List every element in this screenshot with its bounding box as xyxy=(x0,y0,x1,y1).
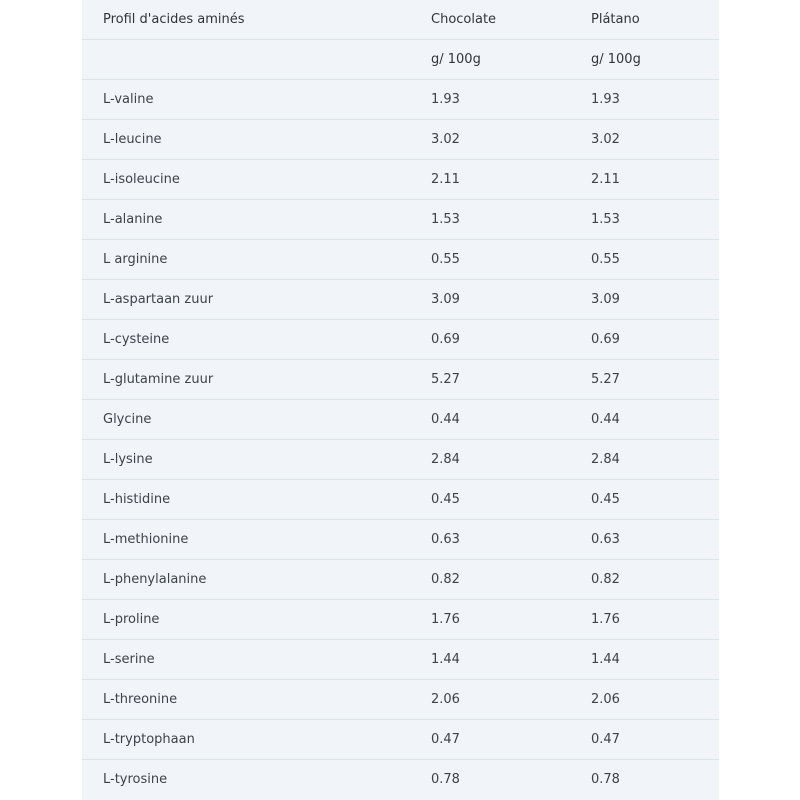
chocolate-value-cell: 5.27 xyxy=(431,360,591,400)
table-row xyxy=(82,720,719,760)
platano-value-cell: 3.02 xyxy=(591,120,719,160)
table-row xyxy=(82,760,719,800)
table-row xyxy=(82,440,719,480)
chocolate-value-cell: 2.84 xyxy=(431,440,591,480)
table-header-row xyxy=(82,0,719,40)
table-row xyxy=(82,120,719,160)
amino-name-cell: L-proline xyxy=(82,600,431,640)
table-row xyxy=(82,520,719,560)
amino-name-cell: L-isoleucine xyxy=(82,160,431,200)
unit-empty xyxy=(82,40,431,80)
amino-name-cell: L-histidine xyxy=(82,480,431,520)
amino-name-cell: L-tyrosine xyxy=(103,772,168,787)
table-row xyxy=(82,240,719,280)
platano-value-cell: 0.45 xyxy=(591,480,719,520)
chocolate-value-cell: 2.11 xyxy=(431,160,591,200)
table-row xyxy=(82,400,719,440)
chocolate-value-cell: 0.45 xyxy=(431,480,591,520)
chocolate-value-cell: 1.44 xyxy=(431,640,591,680)
table-row xyxy=(82,680,719,720)
amino-name-cell: L-cysteine xyxy=(82,320,431,360)
amino-name-cell: Glycine xyxy=(82,400,431,440)
platano-value-cell: 3.09 xyxy=(591,280,719,320)
chocolate-value-cell: 0.78 xyxy=(431,772,460,787)
amino-name-cell: L-lysine xyxy=(82,440,431,480)
platano-value-cell: 0.44 xyxy=(591,400,719,440)
table-row xyxy=(82,320,719,360)
platano-value-cell: 0.78 xyxy=(591,772,620,787)
amino-name-cell: L-glutamine zuur xyxy=(82,360,431,400)
platano-value-cell: 1.93 xyxy=(591,80,719,120)
amino-acid-table xyxy=(82,0,719,799)
amino-name-cell: L-serine xyxy=(82,640,431,680)
platano-value-cell: 1.53 xyxy=(591,200,719,240)
amino-name-cell: L arginine xyxy=(82,240,431,280)
chocolate-value-cell: 1.76 xyxy=(431,600,591,640)
chocolate-value-cell: 0.55 xyxy=(431,240,591,280)
table-row xyxy=(82,280,719,320)
chocolate-value-cell: 3.02 xyxy=(431,120,591,160)
amino-name-cell: L-tryptophaan xyxy=(82,720,431,760)
header-chocolate: Chocolate xyxy=(431,0,591,40)
table-row xyxy=(82,480,719,520)
table-row xyxy=(82,80,719,120)
platano-value-cell: 0.47 xyxy=(591,720,719,760)
amino-name-cell: L-leucine xyxy=(82,120,431,160)
table-units-row xyxy=(82,40,719,80)
platano-value-cell: 0.82 xyxy=(591,560,719,600)
header-amino-profile: Profil d'acides aminés xyxy=(82,0,431,40)
amino-name-cell: L-threonine xyxy=(82,680,431,720)
platano-value-cell: 2.11 xyxy=(591,160,719,200)
platano-value-cell: 2.84 xyxy=(591,440,719,480)
table-row xyxy=(82,640,719,680)
table-row xyxy=(82,160,719,200)
amino-name-cell: L-alanine xyxy=(82,200,431,240)
amino-name-cell: L-aspartaan zuur xyxy=(82,280,431,320)
table-row xyxy=(82,200,719,240)
amino-name-cell: L-phenylalanine xyxy=(82,560,431,600)
platano-value-cell: 2.06 xyxy=(591,680,719,720)
chocolate-value-cell: 1.53 xyxy=(431,200,591,240)
platano-value-cell: 5.27 xyxy=(591,360,719,400)
amino-name-cell: L-valine xyxy=(82,80,431,120)
platano-value-cell: 1.44 xyxy=(591,640,719,680)
platano-value-cell: 0.55 xyxy=(591,240,719,280)
chocolate-value-cell: 1.93 xyxy=(431,80,591,120)
table-row xyxy=(82,360,719,400)
table-row xyxy=(82,600,719,640)
chocolate-value-cell: 0.82 xyxy=(431,560,591,600)
header-platano: Plátano xyxy=(591,0,719,40)
platano-value-cell: 0.69 xyxy=(591,320,719,360)
chocolate-value-cell: 0.69 xyxy=(431,320,591,360)
chocolate-value-cell: 0.44 xyxy=(431,400,591,440)
chocolate-value-cell: 2.06 xyxy=(431,680,591,720)
chocolate-value-cell: 0.47 xyxy=(431,720,591,760)
unit-platano: g/ 100g xyxy=(591,40,719,80)
chocolate-value-cell: 0.63 xyxy=(431,520,591,560)
chocolate-value-cell: 3.09 xyxy=(431,280,591,320)
platano-value-cell: 0.63 xyxy=(591,520,719,560)
platano-value-cell: 1.76 xyxy=(591,600,719,640)
unit-chocolate: g/ 100g xyxy=(431,40,591,80)
table-row xyxy=(82,560,719,600)
amino-name-cell: L-methionine xyxy=(82,520,431,560)
